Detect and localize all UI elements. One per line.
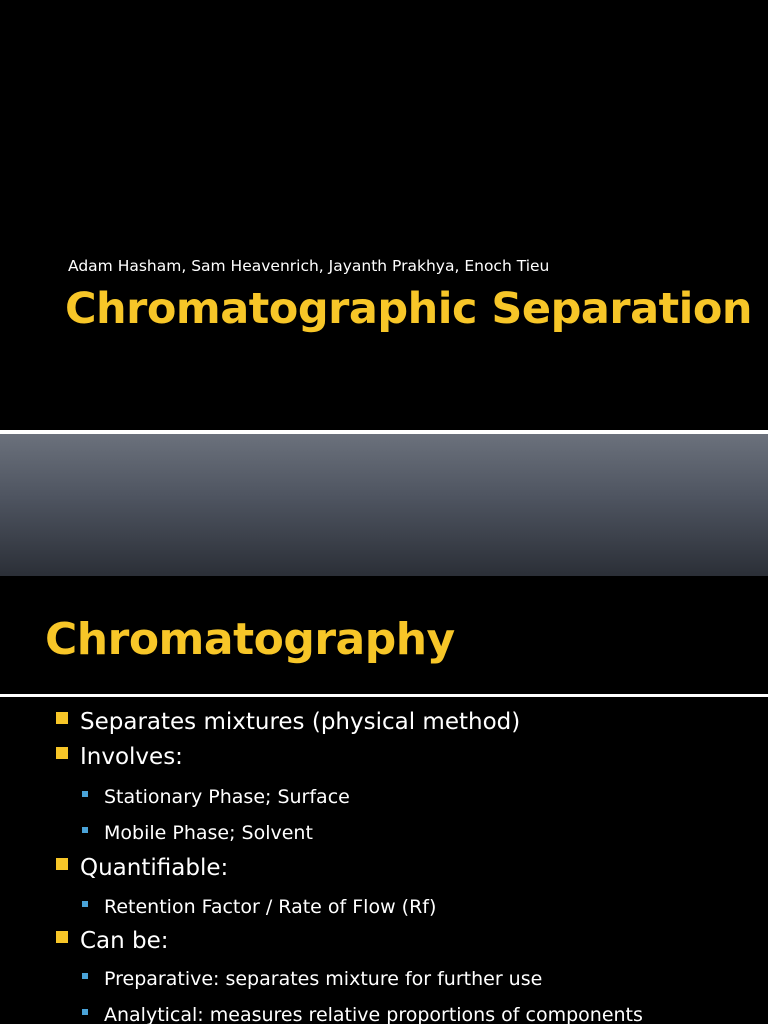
bullet-text: Analytical: measures relative proportions of components (104, 1004, 643, 1024)
slide-body (0, 697, 768, 1024)
sub-bullet-item (82, 786, 350, 808)
presentation-title: Chromatographic Separation (65, 284, 753, 334)
sub-bullet-item (82, 968, 542, 990)
bullet-text: Quantifiable: (80, 855, 229, 881)
small-square-bullet-icon (82, 791, 88, 797)
bullet-item (56, 709, 520, 735)
slide-title: Chromatography (45, 614, 455, 665)
sub-bullet-item (82, 896, 436, 918)
small-square-bullet-icon (82, 901, 88, 907)
small-square-bullet-icon (82, 973, 88, 979)
bullet-item (56, 855, 228, 881)
square-bullet-icon (56, 858, 68, 870)
authors-line: Adam Hasham, Sam Heavenrich, Jayanth Prakhya, Enoch Tieu (68, 257, 550, 275)
bullet-text: Retention Factor / Rate of Flow (Rf) (104, 896, 437, 918)
bullet-text: Separates mixtures (physical method) (80, 709, 521, 735)
slide-header-gradient (0, 434, 768, 576)
bullet-text: Mobile Phase; Solvent (104, 822, 313, 844)
square-bullet-icon (56, 747, 68, 759)
small-square-bullet-icon (82, 1009, 88, 1015)
bullet-text: Involves: (80, 744, 183, 770)
bullet-text: Stationary Phase; Surface (104, 786, 350, 808)
square-bullet-icon (56, 712, 68, 724)
bullet-item (56, 744, 183, 770)
bullet-text: Can be: (80, 928, 169, 954)
sub-bullet-item (82, 1004, 643, 1024)
bullet-text: Preparative: separates mixture for further use (104, 968, 543, 990)
square-bullet-icon (56, 931, 68, 943)
title-slide (0, 0, 768, 430)
sub-bullet-item (82, 822, 313, 844)
bullet-item (56, 928, 169, 954)
small-square-bullet-icon (82, 827, 88, 833)
